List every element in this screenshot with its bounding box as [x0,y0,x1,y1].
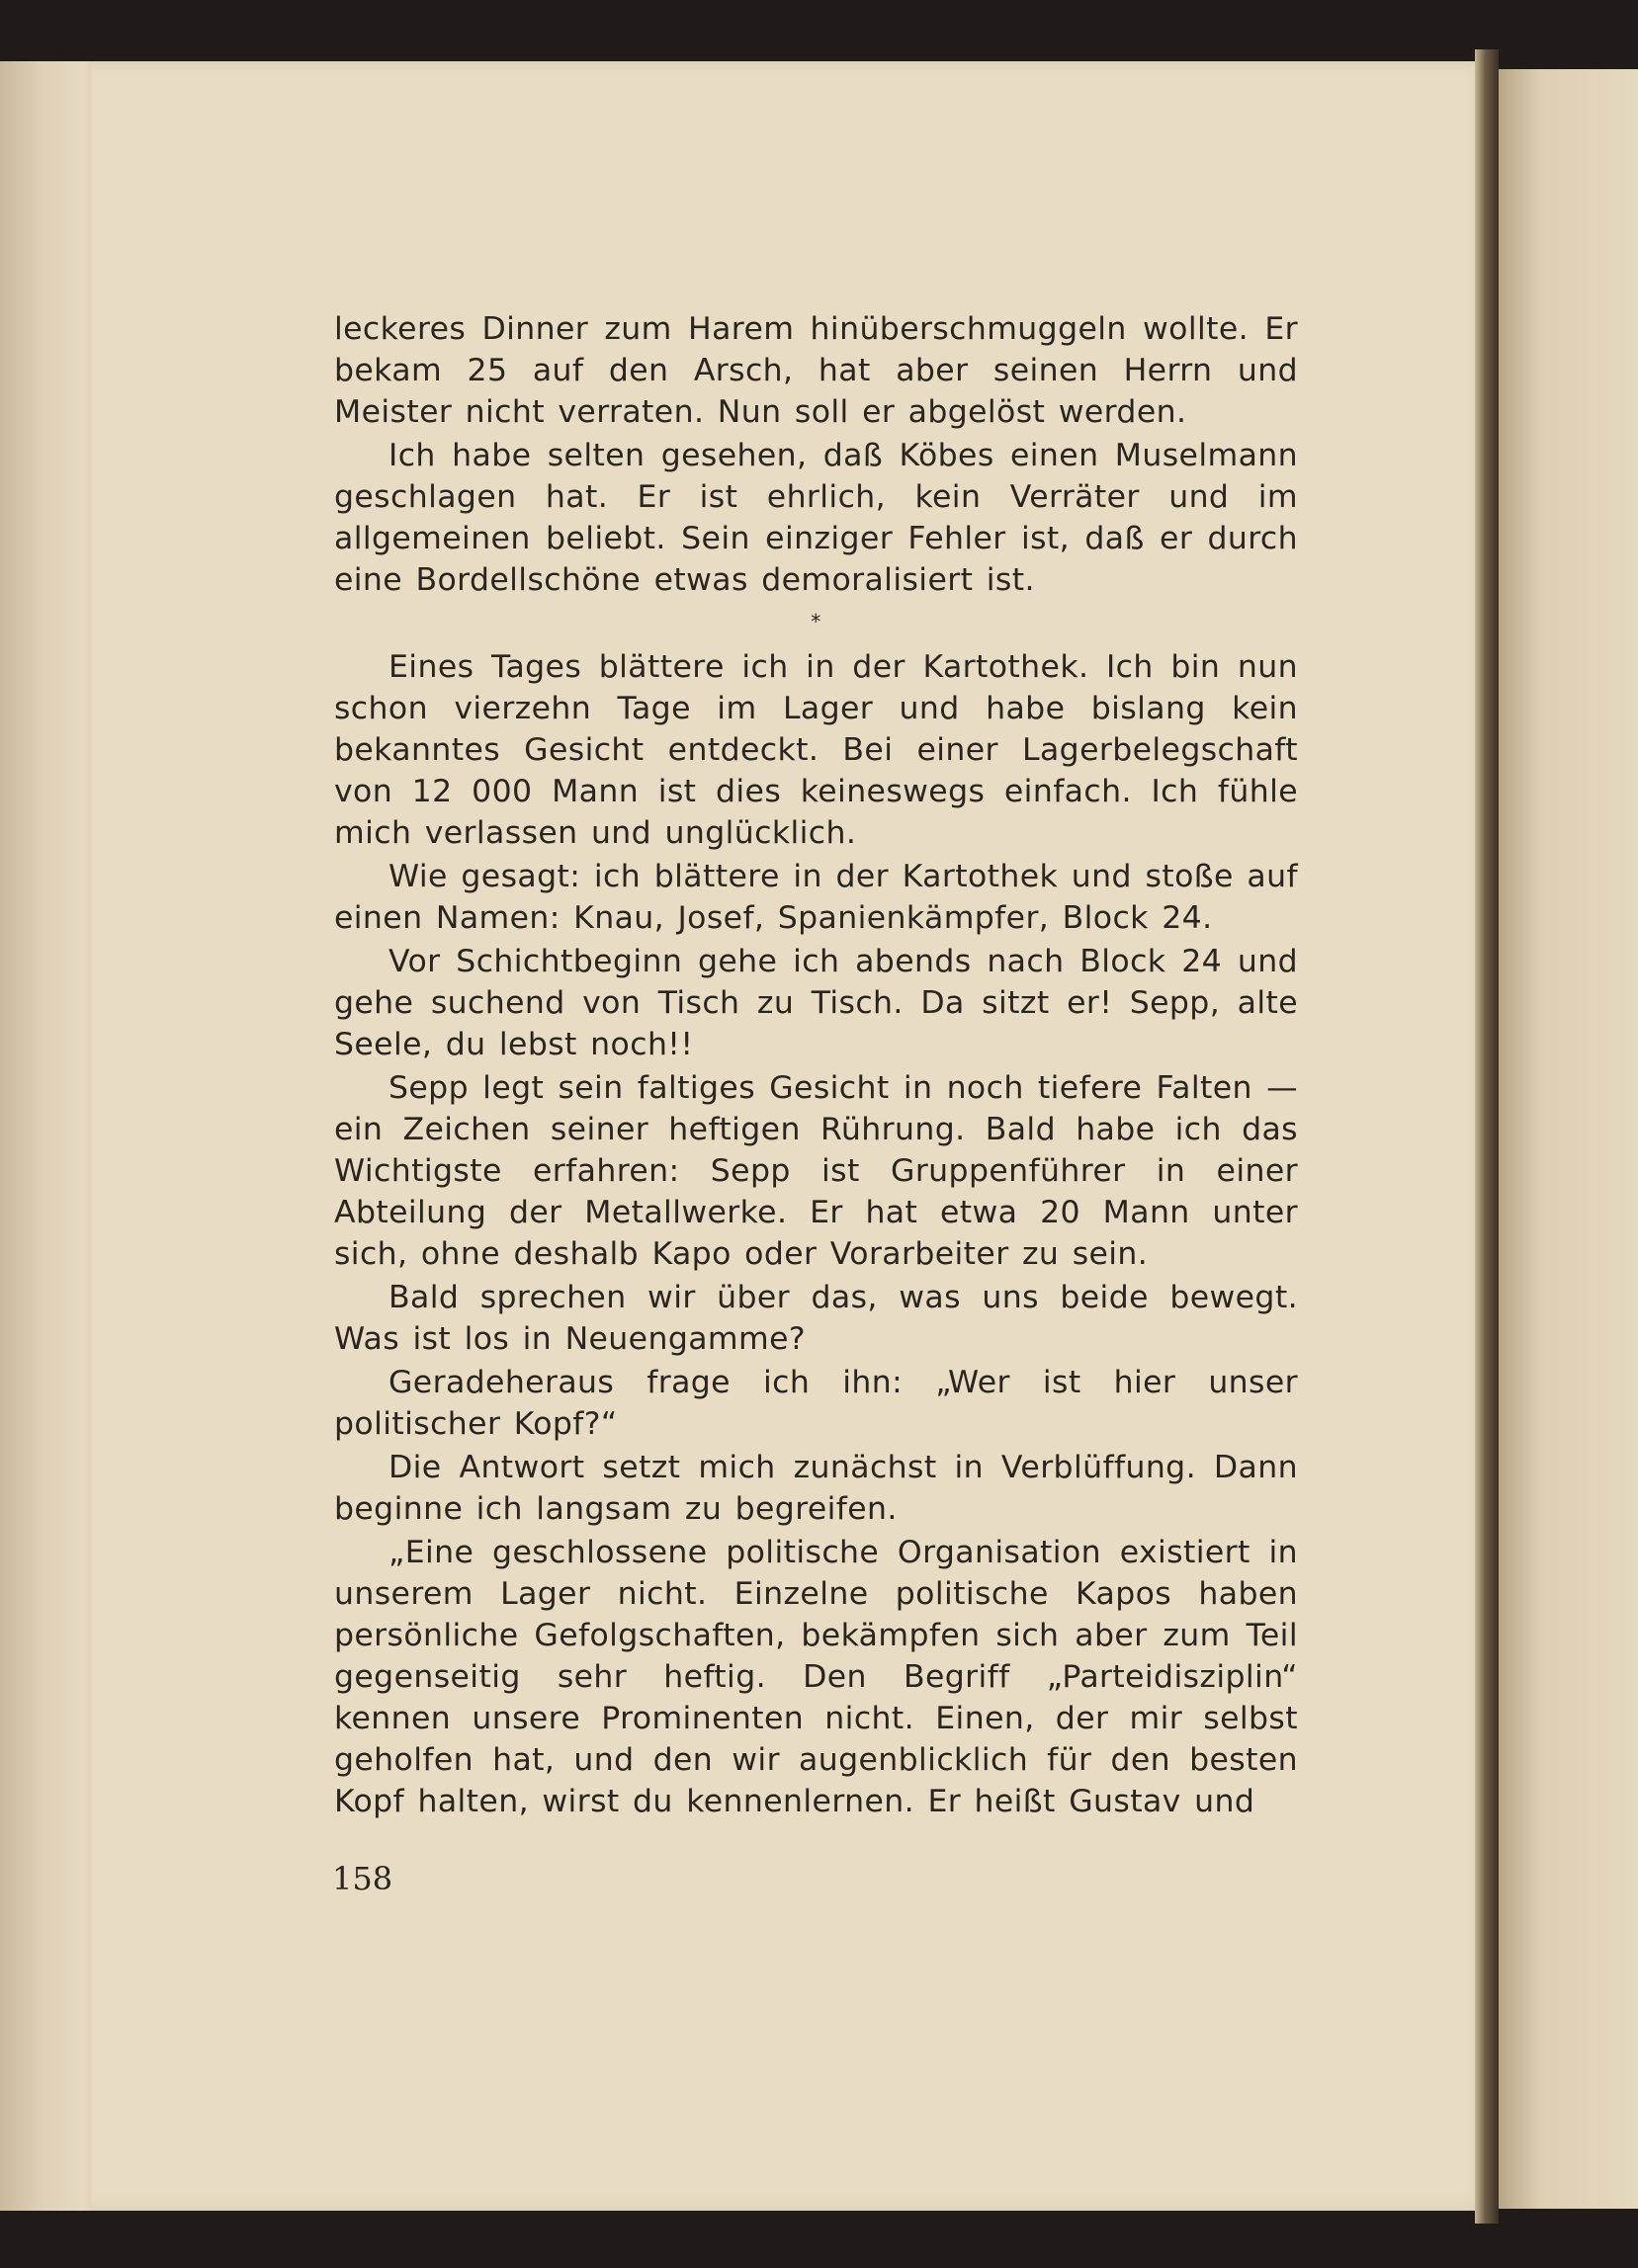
section-separator: * [811,610,821,633]
paragraph: Die Antwort setzt mich zunächst in Verblüffung. Dann beginne ich langsam zu begreifen. [334,1450,1298,1527]
page-stack-edge [0,61,99,2211]
body-text [334,308,1298,1822]
paragraph: Sepp legt sein faltiges Gesicht in noch tiefere Falten — ein Zeichen seiner heftigen Rührung. Bald habe ich das Wichtigste erfahren: Sepp ist Gruppenführer in einer Abteilung der Metallwerke. Er hat etwa 20 Mann unter sich, ohne deshalb Kapo oder Vorarbeiter zu sein. [334,1070,1298,1272]
page-number: 158 [332,1860,393,1897]
facing-page-edge [1499,69,1638,2209]
paragraph: leckeres Dinner zum Harem hinüberschmuggeln wollte. Er bekam 25 auf den Arsch, hat aber seinen Herrn und Meister nicht verraten. Nun soll er abgelöst werden. [334,311,1298,430]
paragraph: Bald sprechen wir über das, was uns beide bewegt. Was ist los in Neuengamme? [334,1280,1298,1357]
paragraph: „Eine geschlossene politische Organisation existiert in unserem Lager nicht. Einzelne politische Kapos haben persönliche Gefolgschaften, bekämpfen sich aber zum Teil gegenseitig sehr heftig. Den Begriff „Parteidisziplin“ kennen unsere Prominenten nicht. Einen, der mir selbst geholfen hat, und den wir augenblicklich für den besten Kopf halten, wirst du kennenlernen. Er heißt Gustav und [334,1535,1298,1819]
paragraph: Eines Tages blättere ich in der Kartothek. Ich bin nun schon vierzehn Tage im Lager und habe bislang kein bekanntes Gesicht entdeckt. Bei einer Lagerbelegschaft von 12 000 Mann ist dies keineswegs einfach. Ich fühle mich verlassen und unglücklich. [334,649,1298,851]
paragraph: Vor Schichtbeginn gehe ich abends nach Block 24 und gehe suchend von Tisch zu Tisch. Da sitzt er! Sepp, alte Seele, du lebst noch!! [334,944,1298,1062]
paragraph: Ich habe selten gesehen, daß Köbes einen Muselmann geschlagen hat. Er ist ehrlich, kein Verräter und im allgemeinen beliebt. Sein einziger Fehler ist, daß er durch eine Bordellschöne etwas demoralisiert ist. [334,438,1298,598]
book-gutter [1475,49,1499,2224]
paragraph: Geradeheraus frage ich ihn: „Wer ist hier unser politischer Kopf?“ [334,1365,1298,1442]
paragraph: Wie gesagt: ich blättere in der Kartothek und stoße auf einen Namen: Knau, Josef, Spanienkämpfer, Block 24. [334,859,1298,936]
